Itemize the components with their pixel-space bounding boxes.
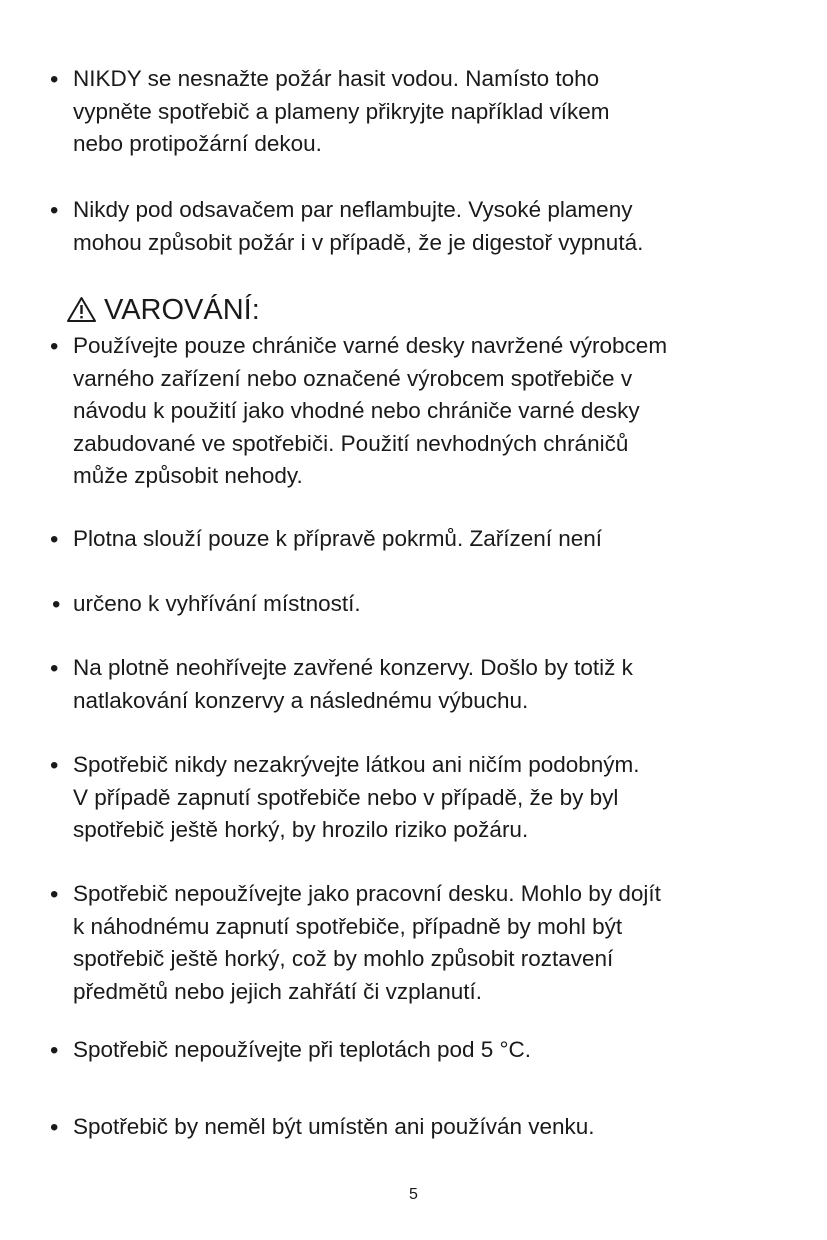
bullet-dot: •: [50, 752, 59, 779]
bullet-dot: •: [50, 655, 59, 682]
list-item-text: určeno k vyhřívání místností.: [73, 591, 361, 616]
warning-heading: [66, 290, 260, 330]
bullet-dot: •: [50, 66, 59, 93]
list-item-text: Spotřebič nepoužívejte při teplotách pod 5 °C.: [73, 1037, 532, 1062]
warning-triangle-icon: [66, 296, 97, 323]
list-item-text: Spotřebič nikdy nezakrývejte látkou ani ničím podobným. V případě zapnutí spotřebiče nebo v případě, že by byl spotřebič ještě horký, by hrozilo riziko požáru.: [73, 752, 640, 842]
list-item-text: Nikdy pod odsavačem par neflambujte. Vysoké plameny mohou způsobit požár i v případě, že je digestoř vypnutá.: [73, 197, 644, 255]
list-item-text: Používejte pouze chrániče varné desky navržené výrobcem varného zařízení nebo označené výrobcem spotřebiče v návodu k použití jako vhodné nebo chrániče varné desky zabudované ve spotřebiči. Použití nevhodných chráničů může způsobit nehody.: [73, 333, 668, 488]
list-item-text: Spotřebič by neměl být umístěn ani používán venku.: [73, 1114, 595, 1139]
list-item-text: NIKDY se nesnažte požár hasit vodou. Namísto toho vypněte spotřebič a plameny přikryjte například víkem nebo protipožární dekou.: [73, 66, 610, 156]
bullet-dot: •: [50, 333, 59, 360]
bullet-dot: •: [50, 1037, 59, 1064]
bullet-dot: •: [50, 197, 59, 224]
bullet-dot: •: [50, 881, 59, 908]
list-item-text: Na plotně neohřívejte zavřené konzervy. Došlo by totiž k natlakování konzervy a následnému výbuchu.: [73, 655, 633, 713]
page-number: 5: [409, 1186, 418, 1203]
list-item-text: Plotna slouží pouze k přípravě pokrmů. Zařízení není: [73, 526, 603, 551]
list-item-text: Spotřebič nepoužívejte jako pracovní desku. Mohlo by dojít k náhodnému zapnutí spotřebiče, případně by mohl být spotřebič ještě horký, což by mohlo způsobit roztavení předmětů nebo jejich zahřátí či vzplanutí.: [73, 881, 661, 1004]
bullet-dot: •: [50, 526, 59, 553]
warning-title: VAROVÁNÍ:: [104, 294, 260, 326]
bullet-dot: •: [52, 591, 61, 618]
bullet-dot: •: [50, 1114, 59, 1141]
